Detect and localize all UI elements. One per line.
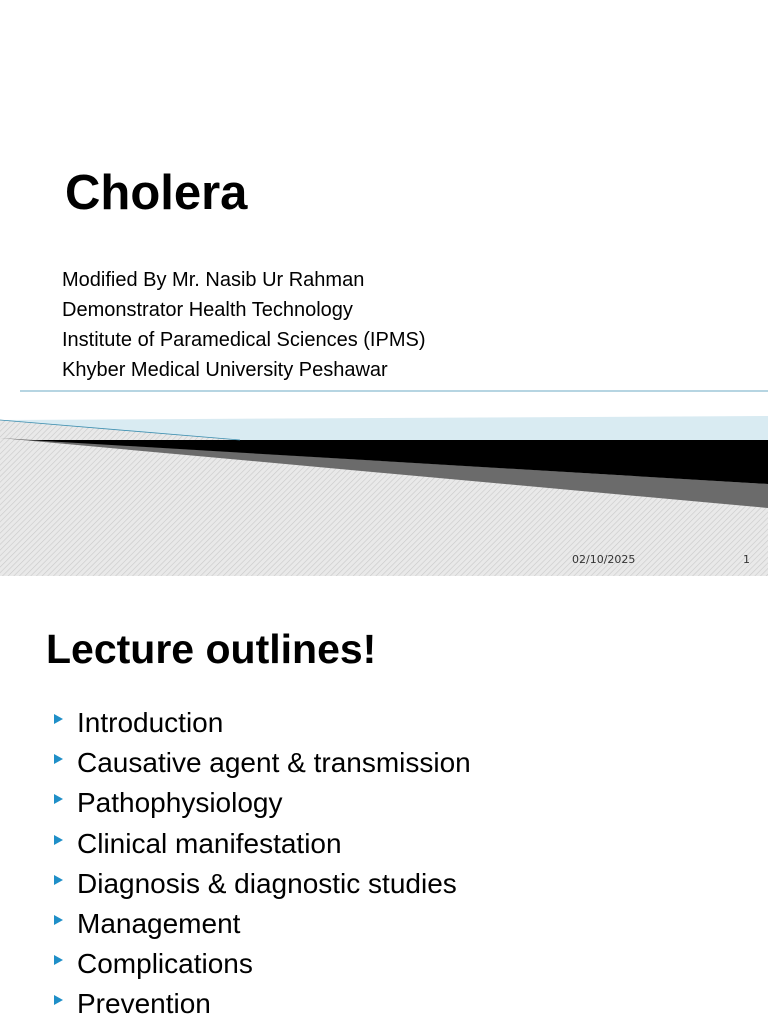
slide-number: 1 [743, 553, 750, 566]
triangle-bullet-icon [54, 995, 63, 1005]
list-item-label: Introduction [77, 707, 224, 738]
list-item-label: Pathophysiology [77, 787, 283, 819]
footer-date: 02/10/2025 [572, 553, 636, 566]
list-item-label: Management [77, 907, 241, 939]
triangle-bullet-icon [54, 915, 63, 925]
list-item-label: Diagnosis & diagnostic studies [77, 867, 457, 899]
list-item [54, 904, 471, 944]
list-item [54, 743, 471, 783]
list-item [54, 864, 471, 904]
list-item-label: Causative agent & transmission [77, 747, 471, 779]
slide-title: Cholera [65, 166, 248, 220]
list-item [54, 703, 471, 743]
triangle-bullet-icon [54, 754, 63, 764]
outline-list [54, 703, 471, 1024]
triangle-bullet-icon [54, 794, 63, 804]
list-item [54, 984, 471, 1024]
list-item [54, 944, 471, 984]
decorative-band [0, 380, 768, 576]
triangle-bullet-icon [54, 835, 63, 845]
outline-heading: Lecture outlines! [46, 626, 377, 672]
list-item-label: Prevention [77, 988, 211, 1020]
outline-slide [0, 576, 768, 1024]
subtitle-line: Khyber Medical University Peshawar [62, 359, 388, 381]
list-item [54, 783, 471, 823]
triangle-bullet-icon [54, 955, 63, 965]
subtitle-line: Institute of Paramedical Sciences (IPMS) [62, 329, 426, 351]
subtitle-line: Demonstrator Health Technology [62, 299, 353, 321]
list-item [54, 824, 471, 864]
slide-subtitle [62, 265, 425, 385]
list-item-label: Clinical manifestation [77, 827, 342, 859]
triangle-bullet-icon [54, 714, 63, 724]
triangle-bullet-icon [54, 875, 63, 885]
list-item-label: Complications [77, 948, 253, 980]
subtitle-line: Modified By Mr. Nasib Ur Rahman [62, 269, 365, 291]
